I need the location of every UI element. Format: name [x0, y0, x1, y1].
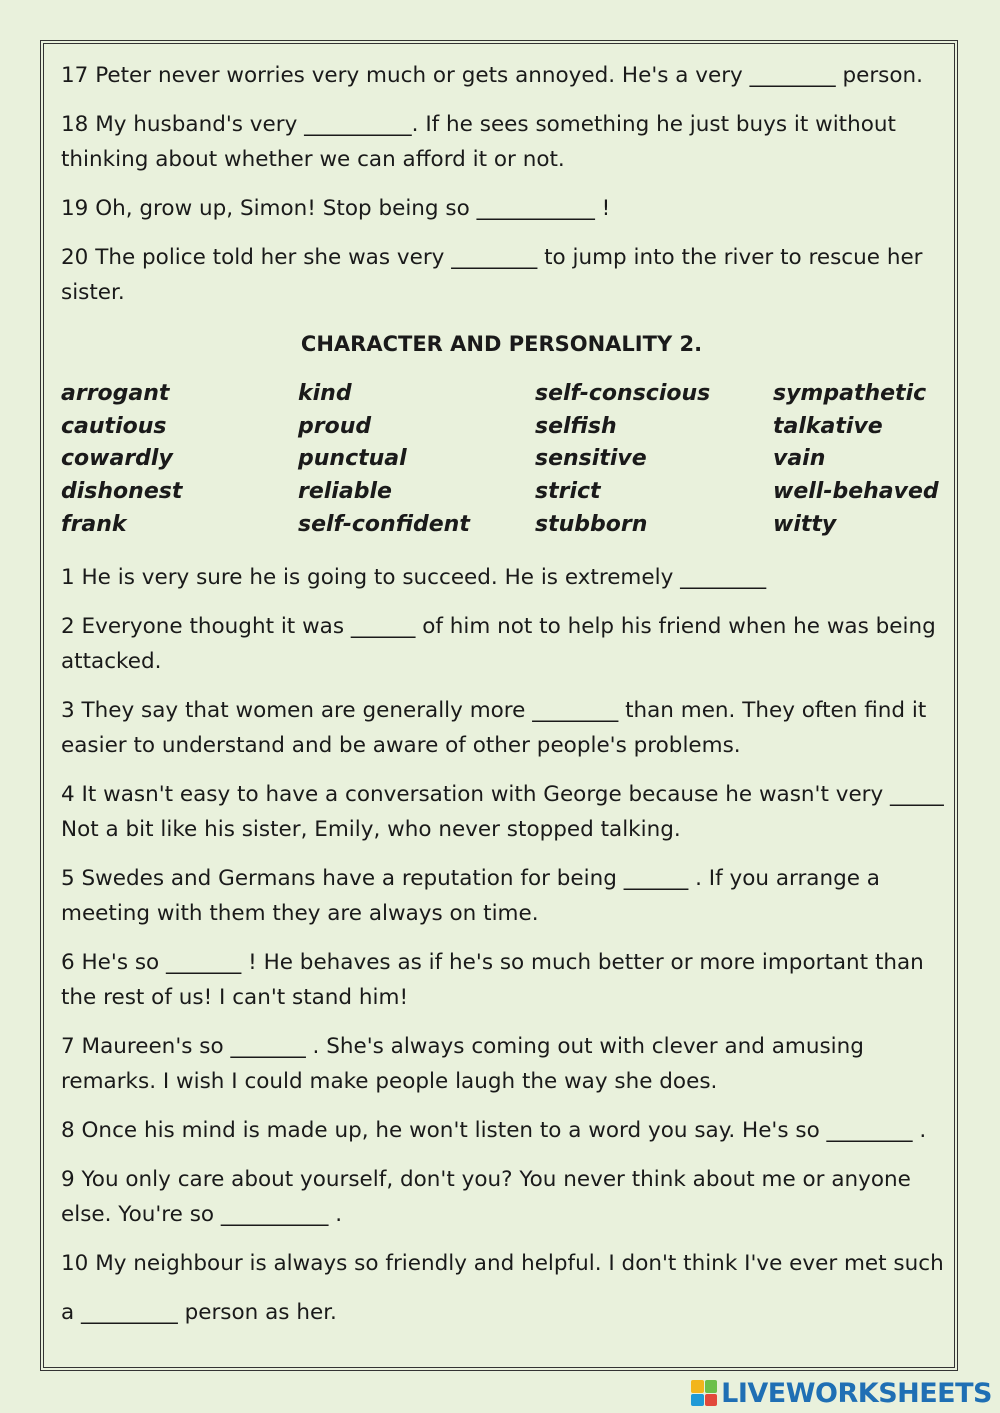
question-10-continued	[61, 1295, 956, 1330]
question-3: 3 They say that women are generally more ________ than men. They often find it easier to understand and be aware of other people's problems.	[61, 697, 927, 758]
word-bank-item: kind	[298, 381, 352, 406]
word-bank-item: punctual	[298, 446, 407, 472]
liveworksheets-logo[interactable]	[691, 1375, 992, 1411]
question-18: 18 My husband's very __________. If he sees something he just buys it without thinking about whether we can afford it or not.	[61, 112, 896, 172]
word-bank-item: strict	[535, 479, 601, 505]
word-bank-item: vain	[773, 446, 826, 472]
word-bank-item: talkative	[773, 413, 883, 439]
question-10-line-2: a _________ person as her.	[61, 1299, 337, 1325]
word-bank-item: witty	[773, 511, 837, 537]
question-6: 6 He's so _______ ! He behaves as if he's so much better or more important than the rest of us! I can't stand him!	[61, 949, 924, 1010]
question-19: 19 Oh, grow up, Simon! Stop being so ___________ !	[61, 196, 611, 221]
word-bank-item: arrogant	[61, 381, 170, 406]
section-heading: CHARACTER AND PERSONALITY 2.	[300, 332, 703, 356]
question-7: 7 Maureen's so _______ . She's always coming out with clever and amusing remarks. I wish I could make people laugh the way she does.	[61, 1033, 864, 1094]
word-bank-item: well-behaved	[773, 479, 939, 505]
word-bank-item: reliable	[298, 479, 392, 505]
question-10-line-1: 10 My neighbour is always so friendly and helpful. I don't think I've ever met such	[61, 1250, 944, 1276]
word-bank-item: sensitive	[535, 446, 647, 472]
question-5: 5 Swedes and Germans have a reputation for being ______ . If you arrange a meeting with them they are always on time.	[61, 865, 880, 926]
question-1: 1 He is very sure he is going to succeed. He is extremely ________	[61, 564, 767, 590]
word-bank-item: sympathetic	[773, 381, 927, 406]
word-bank-item: cowardly	[61, 446, 173, 472]
question-10	[61, 1246, 956, 1281]
word-bank-item: proud	[298, 413, 372, 439]
word-bank-item: cautious	[61, 413, 167, 439]
question-9: 9 You only care about yourself, don't you? You never think about me or anyone else. You're so __________ .	[61, 1166, 911, 1227]
word-bank-item: self-confident	[298, 511, 470, 537]
question-4: 4 It wasn't easy to have a conversation with George because he wasn't very _____ Not a bit like his sister, Emily, who never stopped talking.	[61, 781, 944, 842]
question-8: 8 Once his mind is made up, he won't listen to a word you say. He's so ________ .	[61, 1117, 927, 1143]
word-bank-item: stubborn	[535, 511, 648, 537]
word-bank-item: selfish	[535, 413, 617, 439]
question-20: 20 The police told her she was very ________ to jump into the river to rescue her sister.	[61, 245, 923, 305]
question-2: 2 Everyone thought it was ______ of him not to help his friend when he was being attacked.	[61, 613, 936, 674]
word-bank-item: self-conscious	[535, 381, 711, 406]
worksheet-content	[61, 58, 956, 1344]
question-17: 17 Peter never worries very much or gets annoyed. He's a very ________ person.	[61, 63, 923, 88]
word-bank-item: dishonest	[61, 479, 183, 505]
logo-text: LIVEWORKSHEETS	[721, 1377, 992, 1409]
logo-icon	[691, 1380, 717, 1406]
word-bank	[61, 378, 956, 542]
word-bank-item: frank	[61, 511, 127, 537]
